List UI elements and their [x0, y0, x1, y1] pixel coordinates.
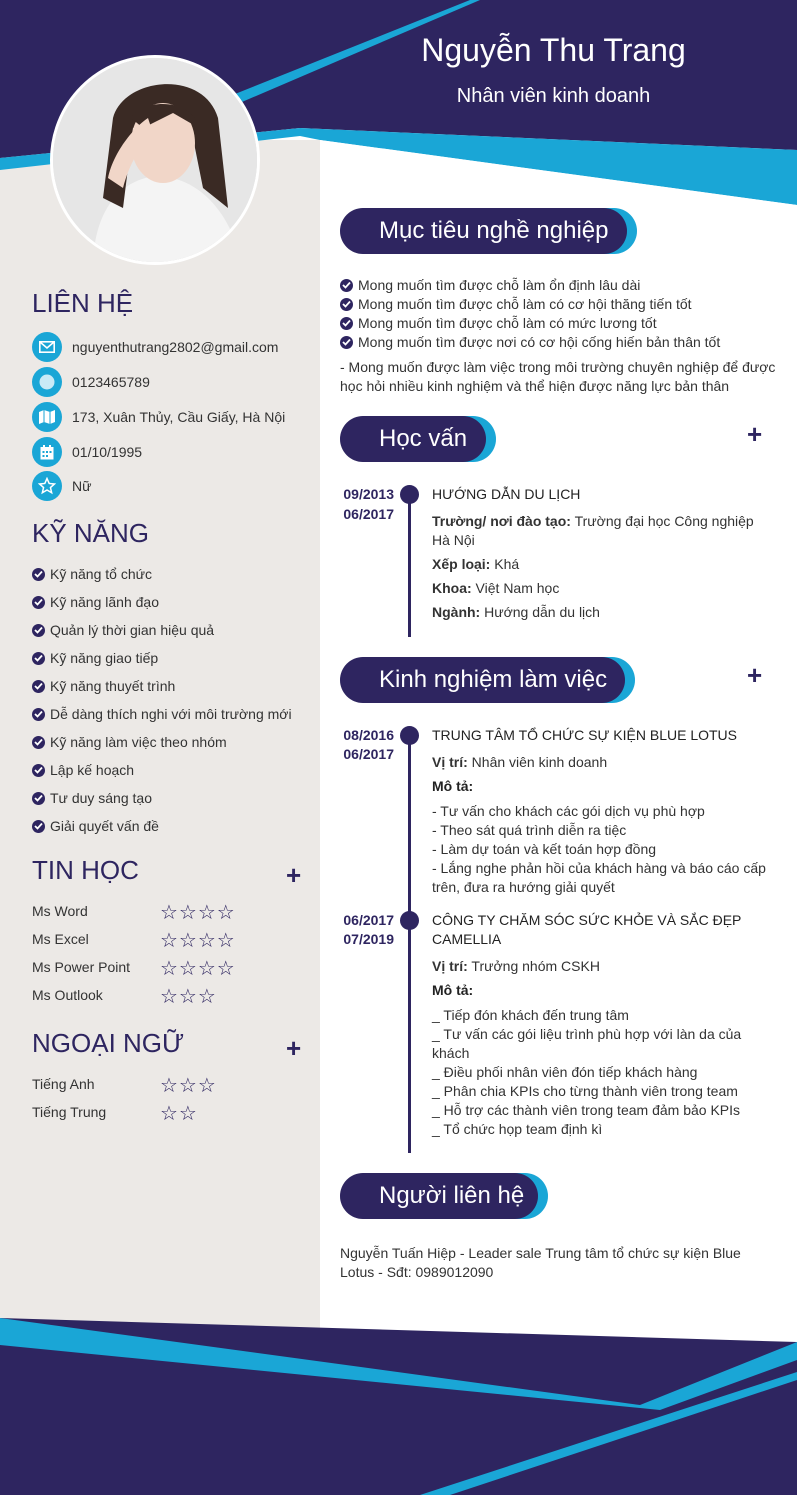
star-rating-icon: ☆☆☆: [160, 1075, 217, 1097]
languages-title: NGOẠI NGỮ: [32, 1028, 185, 1058]
rating-label: Tiếng Trung: [32, 1104, 107, 1120]
check-icon: [340, 298, 353, 311]
job-title: Nhân viên kinh doanh: [456, 85, 651, 107]
edu-start-date: 09/2013: [343, 486, 394, 502]
job1-desc: - Tư vấn cho khách các gói dịch vụ phù hợp - Theo sát quá trình diễn ra tiệc - Làm dự toán và kết toán hợp đồng - Lắng nghe phản hồi của khách hàng và báo cáo cấp trên, đưa ra hướng giải quyết: [432, 803, 766, 895]
check-icon: [32, 596, 45, 609]
mail-icon: [32, 332, 62, 362]
skill-item: [32, 790, 152, 806]
contact-address: [32, 402, 285, 432]
it-skill-row: [32, 986, 272, 1008]
skill-item: [32, 622, 214, 638]
check-icon: [32, 624, 45, 637]
job2-company: CÔNG TY CHĂM SÓC SỨC KHỎE VÀ SẮC ĐẸP CAMELLIA: [432, 912, 742, 947]
map-icon: [32, 402, 62, 432]
education-title: Học vấn: [340, 416, 486, 462]
it-title: TIN HỌC: [32, 855, 139, 885]
candidate-name: Nguyễn Thu Trang: [421, 32, 686, 68]
rating-label: Ms Outlook: [32, 987, 103, 1003]
check-icon: [32, 736, 45, 749]
reference-header: [340, 1173, 538, 1219]
skill-item: [32, 706, 292, 722]
job2-position: Vị trí: Trưởng nhóm CSKH: [432, 958, 600, 974]
star-rating-icon: ☆☆☆☆: [160, 930, 236, 952]
skill-label: Giải quyết vấn đề: [50, 818, 159, 834]
job2-start-date: 06/2017: [343, 912, 394, 928]
timeline-dot: [400, 911, 419, 930]
add-education-button[interactable]: +: [747, 419, 763, 449]
contact-title: LIÊN HỆ: [32, 288, 134, 318]
check-icon: [32, 652, 45, 665]
skill-item: [32, 650, 158, 666]
skill-label: Kỹ năng giao tiếp: [50, 650, 159, 666]
check-icon: [32, 708, 45, 721]
job1-desc-label: Mô tả:: [432, 778, 474, 794]
edu-grade: Xếp loại: Khá: [432, 556, 520, 572]
edu-school: Trường/ nơi đào tạo: Trường đại học Công nghiệp Hà Nội: [432, 513, 754, 548]
check-icon: [340, 279, 353, 292]
reference-title: Người liên hệ: [340, 1173, 538, 1219]
skill-item: [32, 734, 227, 750]
it-skill-row: [32, 930, 272, 952]
contact-gender: [32, 471, 91, 501]
contact-phone: [32, 367, 150, 397]
check-icon: [32, 680, 45, 693]
job1-start-date: 08/2016: [343, 727, 394, 743]
add-language-button[interactable]: +: [286, 1033, 302, 1063]
star-icon: [32, 471, 62, 501]
edu-field: Ngành: Hướng dẫn du lịch: [432, 604, 600, 620]
edu-major-title: HƯỚNG DẪN DU LỊCH: [432, 486, 581, 502]
skills-title: KỸ NĂNG: [32, 518, 150, 548]
education-timeline: [408, 495, 411, 637]
email-text: nguyenthutrang2802@gmail.com: [72, 339, 279, 355]
it-skill-row: [32, 958, 272, 980]
add-it-button[interactable]: +: [286, 860, 302, 890]
job1-end-date: 06/2017: [343, 746, 394, 762]
contact-birthday: [32, 437, 142, 467]
skill-label: Lập kế hoạch: [50, 762, 135, 778]
experience-timeline: [408, 736, 411, 1153]
job2-desc-label: Mô tả:: [432, 982, 474, 998]
avatar-photo: [53, 58, 260, 265]
edu-end-date: 06/2017: [343, 506, 394, 522]
objective-item: [340, 277, 640, 293]
phone-icon: [32, 367, 62, 397]
rating-label: Ms Power Point: [32, 959, 131, 975]
reference-text: Nguyễn Tuấn Hiệp - Leader sale Trung tâm tổ chức sự kiện Blue Lotus - Sđt: 0989012090: [340, 1245, 741, 1280]
check-icon: [32, 792, 45, 805]
star-rating-icon: ☆☆☆☆: [160, 902, 236, 924]
experience-header: [340, 657, 625, 703]
skill-item: [32, 818, 159, 834]
objective-paragraph: - Mong muốn được làm việc trong môi trường chuyên nghiệp để được học hỏi nhiều kinh nghiệm và thể hiện được năng lực bản thân: [340, 359, 776, 394]
experience-title: Kinh nghiệm làm việc: [340, 657, 625, 703]
rating-label: Tiếng Anh: [32, 1076, 95, 1092]
check-icon: [32, 820, 45, 833]
address-text: 173, Xuân Thủy, Cầu Giấy, Hà Nội: [72, 409, 286, 425]
skill-item: [32, 678, 175, 694]
skill-label: Kỹ năng tổ chức: [50, 566, 152, 582]
objective-item: [340, 296, 692, 312]
edu-faculty: Khoa: Việt Nam học: [432, 580, 560, 596]
objective-label: Mong muốn tìm được chỗ làm ổn định lâu dài: [358, 277, 641, 293]
rating-label: Ms Excel: [32, 931, 89, 947]
check-icon: [340, 336, 353, 349]
language-row: [32, 1103, 272, 1125]
calendar-icon: [32, 437, 62, 467]
objective-item: [340, 334, 720, 350]
skill-label: Kỹ năng làm việc theo nhóm: [50, 734, 227, 750]
star-rating-icon: ☆☆☆: [160, 986, 217, 1008]
skill-item: [32, 566, 152, 582]
objective-header: [340, 208, 627, 254]
objective-label: Mong muốn tìm được nơi có cơ hội cống hiến bản thân tốt: [358, 334, 721, 350]
objective-label: Mong muốn tìm được chỗ làm có cơ hội thăng tiến tốt: [358, 296, 692, 312]
check-icon: [340, 317, 353, 330]
phone-text: 0123465789: [72, 374, 150, 390]
gender-text: Nữ: [72, 478, 92, 494]
objective-item: [340, 315, 657, 331]
it-skill-row: [32, 902, 272, 924]
objective-title: Mục tiêu nghề nghiệp: [340, 208, 627, 254]
objective-label: Mong muốn tìm được chỗ làm có mức lương tốt: [358, 315, 657, 331]
education-header: [340, 416, 486, 462]
job1-position: Vị trí: Nhân viên kinh doanh: [432, 754, 608, 770]
star-rating-icon: ☆☆☆☆: [160, 958, 236, 980]
add-experience-button[interactable]: +: [747, 660, 763, 690]
birthday-text: 01/10/1995: [72, 444, 143, 460]
skill-label: Kỹ năng lãnh đạo: [50, 594, 159, 610]
timeline-dot: [400, 485, 419, 504]
skill-item: [32, 594, 159, 610]
job2-desc: _ Tiếp đón khách đến trung tâm _ Tư vấn các gói liệu trình phù hợp với làn da của khách _ Điều phối nhân viên đón tiếp khách hàng _ Phân chia KPIs cho từng thành viên trong team _ Hỗ trợ các thành viên trong team đảm bảo KPIs _ Tổ chức họp team định kì: [432, 1007, 742, 1137]
rating-label: Ms Word: [32, 903, 88, 919]
avatar: [50, 55, 260, 265]
timeline-dot: [400, 726, 419, 745]
language-row: [32, 1075, 272, 1097]
check-icon: [32, 764, 45, 777]
contact-email: [32, 332, 278, 362]
check-icon: [32, 568, 45, 581]
skill-label: Kỹ năng thuyết trình: [50, 678, 176, 694]
job2-end-date: 07/2019: [343, 931, 394, 947]
skill-label: Dễ dàng thích nghi với môi trường mới: [50, 706, 292, 722]
skill-label: Quản lý thời gian hiệu quả: [50, 622, 215, 638]
skill-label: Tư duy sáng tạo: [50, 790, 152, 806]
job1-company: TRUNG TÂM TỔ CHỨC SỰ KIỆN BLUE LOTUS: [432, 727, 737, 743]
skill-item: [32, 762, 134, 778]
star-rating-icon: ☆☆: [160, 1103, 198, 1125]
